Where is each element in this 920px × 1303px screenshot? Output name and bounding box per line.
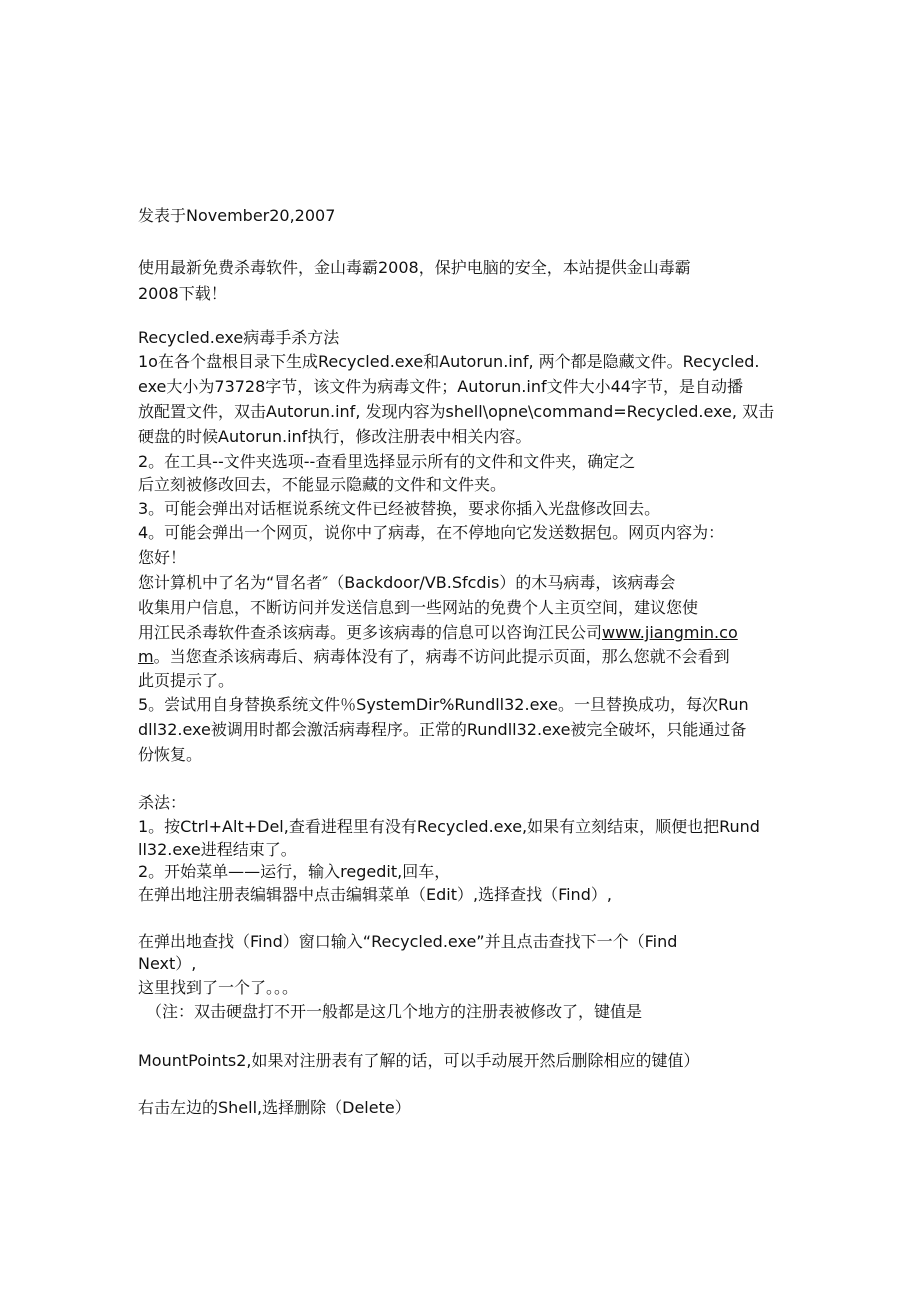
item4-line-7: 此页提示了。: [138, 671, 235, 690]
find-line-1: 在弹出地查找（Find）窗口输入“Recycled.exe”并且点击查找下一个（Find: [138, 932, 678, 951]
item4-line-5-text: 用江民杀毒软件查杀该病毒。更多该病毒的信息可以咨询江民公司: [138, 623, 603, 642]
item4-after-link-text: 。当您查杀该病毒后、病毒体没有了，病毒不访问此提示页面，那么您就不会看到: [153, 647, 730, 666]
delete-line: 右击左边的Shell,选择删除（Delete）: [138, 1098, 411, 1117]
item5-line-2: dll32.exe被调用时都会激活病毒程序。正常的Rundll32.exe被完全破坏，只能通过备: [138, 720, 747, 739]
item4-line-6: [138, 646, 730, 668]
publish-date: 发表于November20,2007: [138, 206, 336, 225]
jiangmin-link-part2[interactable]: m: [138, 647, 154, 666]
item5-line-3: 份恢复。: [138, 745, 203, 764]
find-line-3: 这里找到了一个了。。。: [138, 978, 299, 997]
intro-line-2: 2008下载！: [138, 284, 227, 303]
item1-line-1: 1o在各个盘根目录下生成Recycled.exe和Autorun.inf, 两个都是隐藏文件。Recycled.: [138, 352, 760, 371]
kill2-line-2: 在弹出地注册表编辑器中点击编辑菜单（Edit）,选择查找（Find）,: [138, 885, 612, 904]
item4-line-1: 4。可能会弹出一个网页，说你中了病毒，在不停地向它发送数据包。网页内容为：: [138, 523, 725, 542]
item4-line-2: 您好！: [138, 548, 187, 567]
item2-line-1: 2。在工具--文件夹选项--查看里选择显示所有的文件和文件夹，确定之: [138, 452, 636, 471]
item4-line-5: [138, 622, 738, 644]
kill1-line-2: ll32.exe进程结束了。: [138, 840, 297, 859]
item4-line-4: 收集用户信息，不断访问并发送信息到一些网站的免费个人主页空间，建议您使: [138, 598, 699, 617]
find-line-2: Next）,: [138, 954, 197, 973]
item5-line-1: 5。尝试用自身替换系统文件％SystemDir%Rundll32.exe。一旦替换成功，每次Run: [138, 695, 749, 714]
item3-line: 3。可能会弹出对话框说系统文件已经被替换，要求你插入光盘修改回去。: [138, 499, 661, 518]
kill-title: 杀法：: [138, 793, 187, 812]
mountpoints-line: MountPoints2,如果对注册表有了解的话，可以手动展开然后删除相应的键值）: [138, 1051, 700, 1070]
intro-line-1: 使用最新免费杀毒软件，金山毒霸2008，保护电脑的安全，本站提供金山毒霸: [138, 258, 691, 277]
item1-line-3: 放配置文件，双击Autorun.inf, 发现内容为shell\opne\command=Recycled.exe, 双击: [138, 402, 775, 421]
item2-line-2: 后立刻被修改回去，不能显示隐藏的文件和文件夹。: [138, 475, 507, 494]
item1-line-2: exe大小为73728字节，该文件为病毒文件；Autorun.inf文件大小44字节，是自动播: [138, 377, 743, 396]
item4-line-3: 您计算机中了名为“冒名者″（Backdoor/VB.Sfcdis）的木马病毒，该病毒会: [138, 573, 676, 592]
note-line: （注：双击硬盘打不开一般都是这几个地方的注册表被修改了，键值是: [146, 1002, 643, 1021]
jiangmin-link-part1[interactable]: www.jiangmin.co: [602, 623, 738, 642]
kill2-line-1: 2。开始菜单——运行，输入regedit,回车，: [138, 862, 451, 881]
section-title: Recycled.exe病毒手杀方法: [138, 328, 340, 347]
item1-line-4: 硬盘的时候Autorun.inf执行，修改注册表中相关内容。: [138, 427, 532, 446]
kill1-line-1: 1。按Ctrl+Alt+Del,查看进程里有没有Recycled.exe,如果有立刻结束，顺便也把Rund: [138, 817, 760, 836]
